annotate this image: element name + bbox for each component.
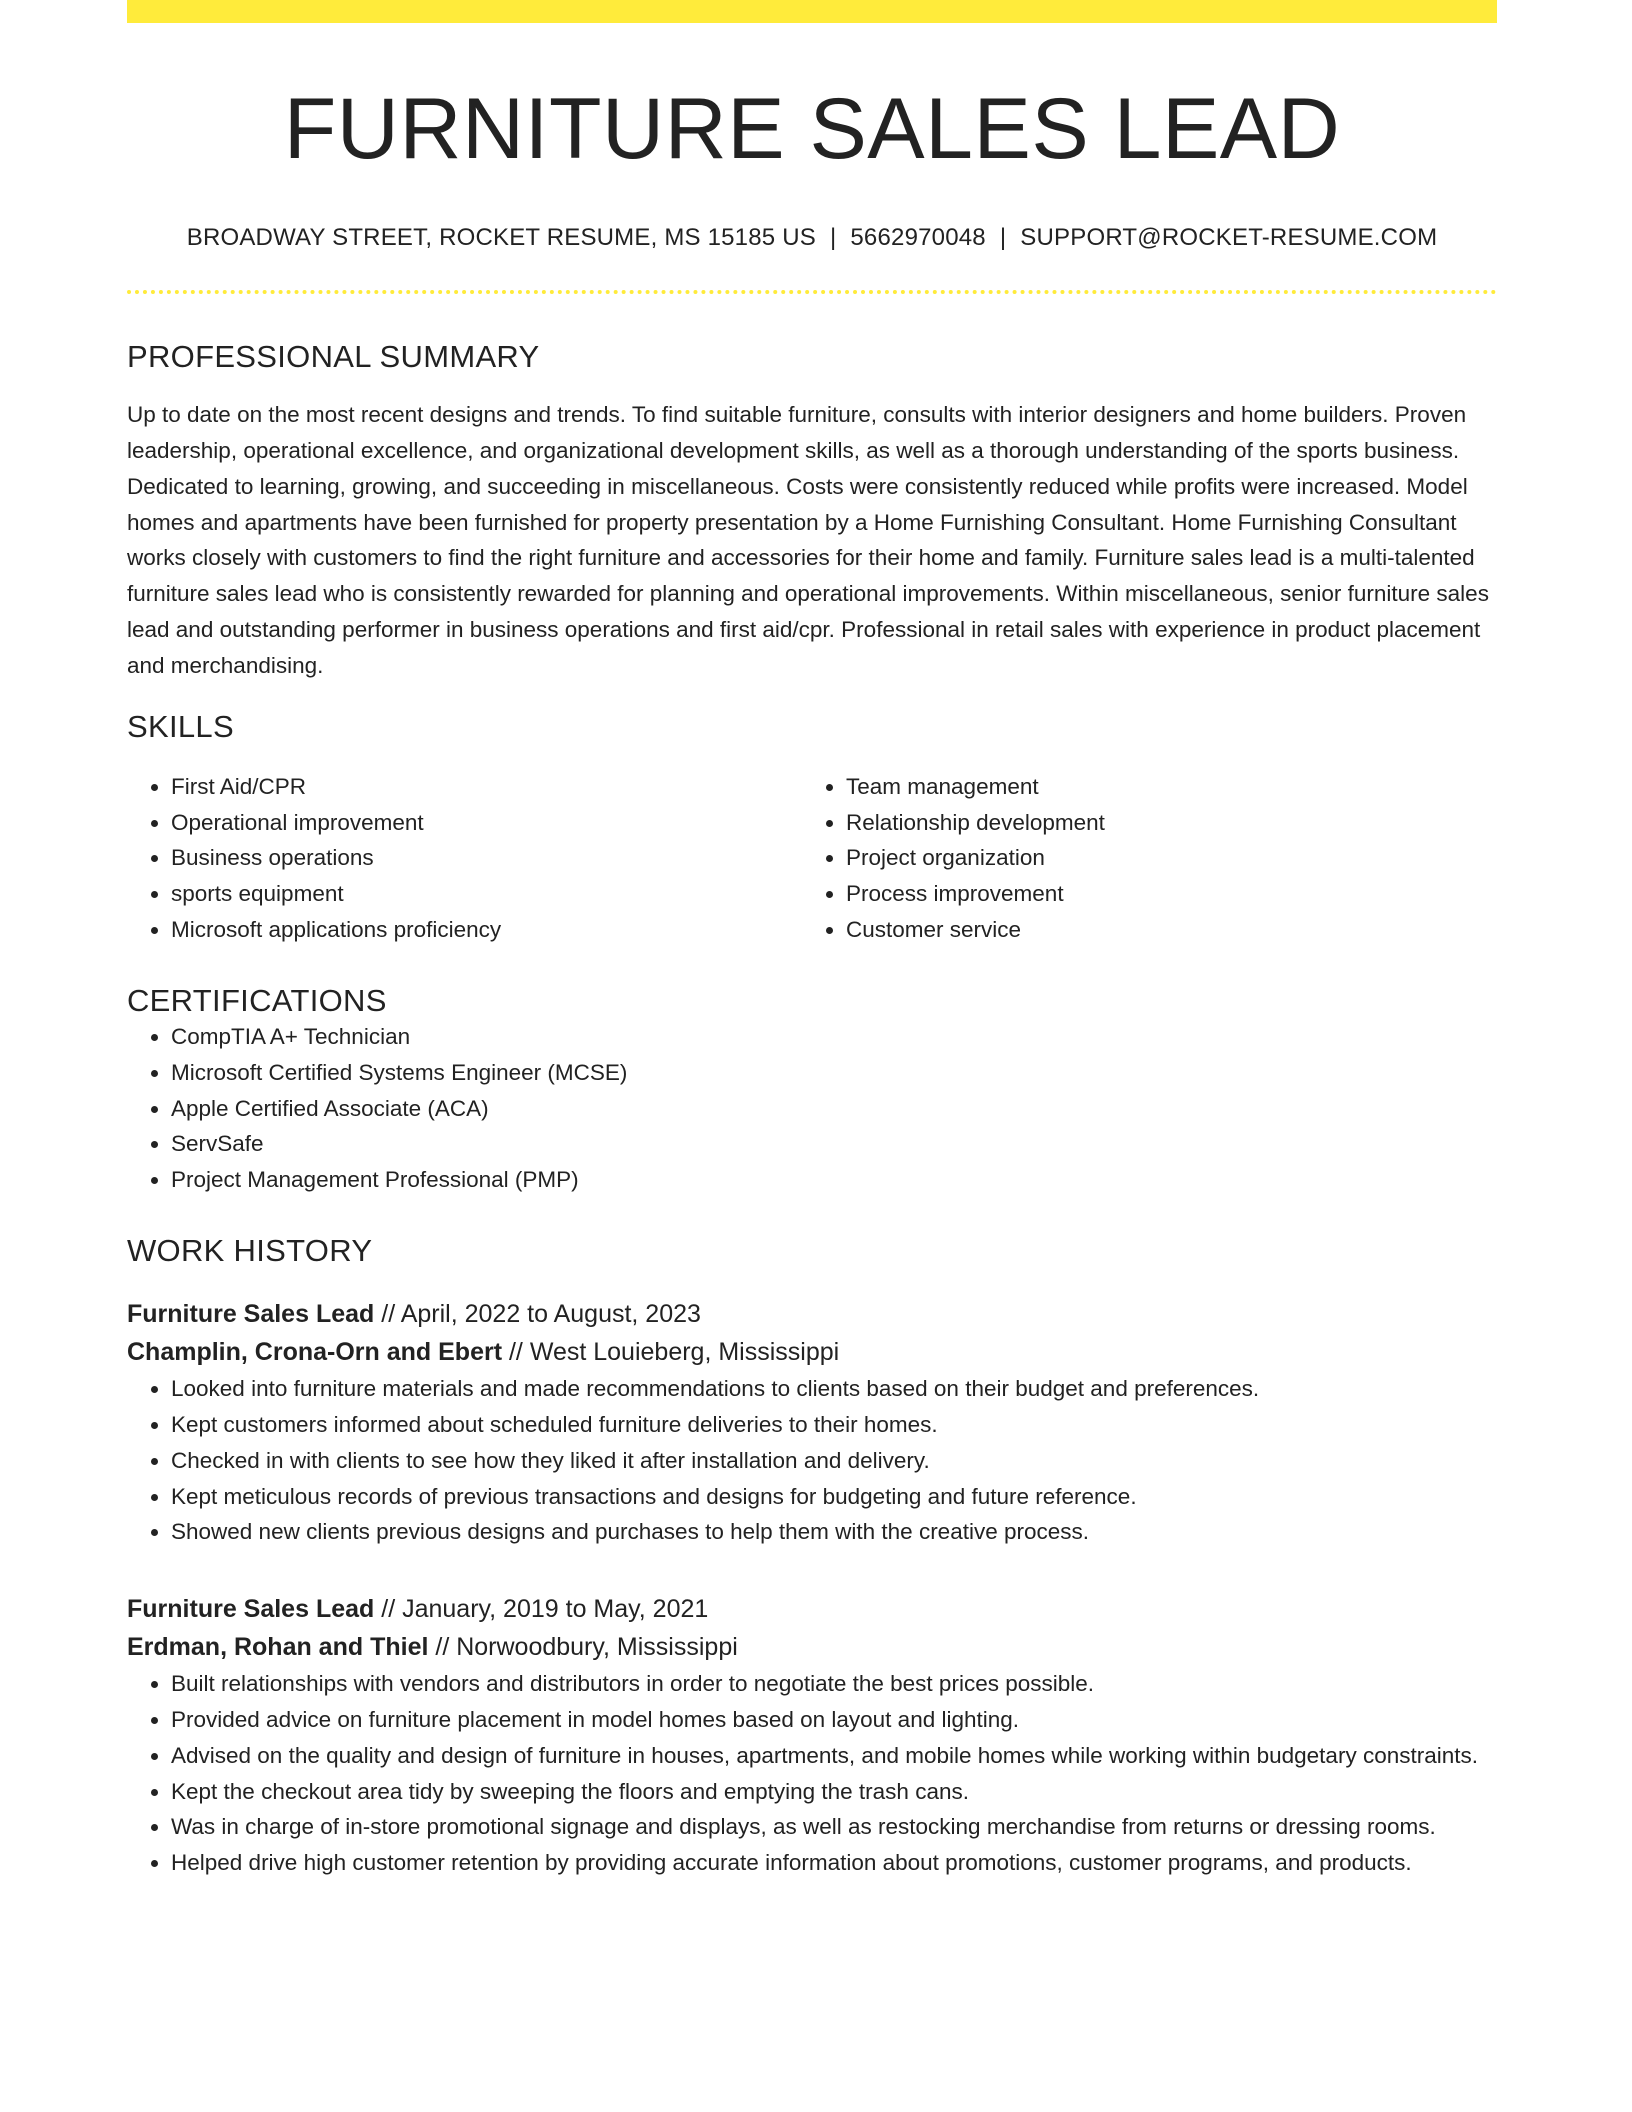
contact-phone: 5662970048: [850, 224, 986, 252]
job-location: // Norwoodbury, Mississippi: [428, 1633, 738, 1662]
job-duty: • Was in charge of in-store promotional signage and displays, as well as restocking merchandise from returns or dressing rooms.: [171, 1809, 1497, 1845]
certification-item: • Microsoft Certified Systems Engineer (MCSE): [171, 1055, 1497, 1091]
summary-heading: PROFESSIONAL SUMMARY: [127, 339, 540, 375]
contact-line: [127, 224, 1497, 253]
job-dates: // January, 2019 to May, 2021: [374, 1595, 709, 1624]
job-duties-list: [127, 1371, 1497, 1550]
job-duty: • Looked into furniture materials and made recommendations to clients based on their budget and preferences.: [171, 1371, 1497, 1407]
job-role: Furniture Sales Lead: [127, 1300, 375, 1329]
certification-item: • Apple Certified Associate (ACA): [171, 1091, 1497, 1127]
certification-item: • ServSafe: [171, 1126, 1497, 1162]
job-duty: • Showed new clients previous designs and purchases to help them with the creative process.: [171, 1514, 1497, 1550]
certifications-list: [127, 1019, 1497, 1198]
job-duty: • Kept the checkout area tidy by sweeping the floors and emptying the trash cans.: [171, 1774, 1497, 1810]
job-entry: [127, 1590, 1497, 1881]
contact-separator: |: [829, 224, 837, 252]
job-role-line: [127, 1590, 1497, 1628]
resume-content: [127, 0, 1497, 1881]
skill-item: • Process improvement: [846, 876, 1477, 912]
skill-item: • Business operations: [171, 840, 802, 876]
contact-separator: |: [999, 224, 1007, 252]
skill-item: • sports equipment: [171, 876, 802, 912]
job-entry: [127, 1295, 1497, 1550]
job-company-line: [127, 1628, 1497, 1666]
summary-text: Up to date on the most recent designs and trends. To find suitable furniture, consults with interior designers and home builders. Proven leadership, operational excellence, and organizational development skills, as well as a thorough understanding of the sports business. Dedicated to learning, growing, and succeeding in miscellaneous. Costs were consistently reduced while profits were increased. Model homes and apartments have been furnished for property presentation by a Home Furnishing Consultant. Home Furnishing Consultant works closely with customers to find the right furniture and accessories for their home and family. Furniture sales lead is a multi-talented furniture sales lead who is consistently rewarded for planning and operational improvements. Within miscellaneous, senior furniture sales lead and outstanding performer in business operations and first aid/cpr. Professional in retail sales with experience in product placement and merchandising.: [127, 402, 1489, 678]
skills-column-right: [802, 769, 1477, 948]
skill-item: • Team management: [846, 769, 1477, 805]
skill-item: • Operational improvement: [171, 805, 802, 841]
job-duty: • Helped drive high customer retention by providing accurate information about promotions, customer programs, and products.: [171, 1845, 1497, 1881]
job-role: Furniture Sales Lead: [127, 1595, 375, 1624]
certification-item: • Project Management Professional (PMP): [171, 1162, 1497, 1198]
job-location: // West Louieberg, Mississippi: [502, 1338, 840, 1367]
skills-list-left: [127, 769, 802, 948]
certification-item: • CompTIA A+ Technician: [171, 1019, 1497, 1055]
contact-address: BROADWAY STREET, ROCKET RESUME, MS 15185 US: [186, 224, 816, 252]
contact-email: SUPPORT@ROCKET-RESUME.COM: [1020, 224, 1438, 252]
work-history-heading: WORK HISTORY: [127, 1233, 373, 1268]
job-company: Erdman, Rohan and Thiel: [127, 1633, 429, 1662]
skill-item: • First Aid/CPR: [171, 769, 802, 805]
skill-item: • Project organization: [846, 840, 1477, 876]
job-company: Champlin, Crona-Orn and Ebert: [127, 1338, 503, 1367]
job-duties-list: [127, 1666, 1497, 1881]
job-role-line: [127, 1295, 1497, 1333]
skill-item: • Relationship development: [846, 805, 1477, 841]
job-duty: • Advised on the quality and design of furniture in houses, apartments, and mobile homes while working within budgetary constraints.: [171, 1738, 1497, 1774]
skill-item: • Customer service: [846, 912, 1477, 948]
skills-heading: SKILLS: [127, 708, 234, 744]
skills-grid: [127, 769, 1497, 948]
job-dates: // April, 2022 to August, 2023: [374, 1300, 701, 1329]
resume-title: FURNITURE SALES LEAD: [283, 81, 1341, 177]
job-duty: • Kept customers informed about scheduled furniture deliveries to their homes.: [171, 1407, 1497, 1443]
job-duty: • Built relationships with vendors and distributors in order to negotiate the best prices possible.: [171, 1666, 1497, 1702]
skills-column-left: [127, 769, 802, 948]
certifications-heading: CERTIFICATIONS: [127, 982, 387, 1018]
job-duty: • Kept meticulous records of previous transactions and designs for budgeting and future reference.: [171, 1479, 1497, 1515]
top-accent-bar: [127, 0, 1497, 23]
job-duty: • Checked in with clients to see how they liked it after installation and delivery.: [171, 1443, 1497, 1479]
job-company-line: [127, 1333, 1497, 1371]
header-divider: [127, 290, 1497, 294]
skill-item: • Microsoft applications proficiency: [171, 912, 802, 948]
job-duty: • Provided advice on furniture placement in model homes based on layout and lighting.: [171, 1702, 1497, 1738]
skills-list-right: [802, 769, 1477, 948]
